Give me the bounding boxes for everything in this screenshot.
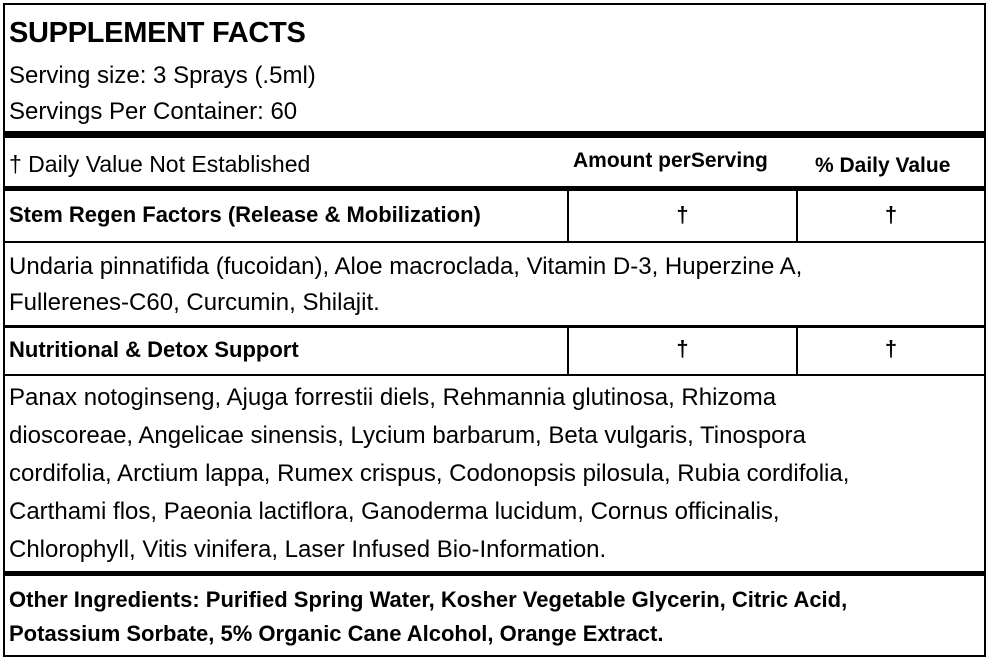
servings-per-container: Servings Per Container: 60	[9, 98, 298, 125]
section-amount-nutritional-detox: †	[676, 336, 689, 361]
amount-per-serving-header: Amount perServing	[573, 149, 768, 172]
thick-divider	[5, 571, 984, 576]
section-amount-stem-regen: †	[676, 202, 689, 227]
ingredient-line: Fullerenes-C60, Curcumin, Shilajit.	[9, 289, 380, 316]
section-name-stem-regen: Stem Regen Factors (Release & Mobilization)	[9, 202, 481, 227]
ingredient-line: Undaria pinnatifida (fucoidan), Aloe macroclada, Vitamin D-3, Huperzine A,	[9, 253, 803, 280]
daily-value-header: % Daily Value	[815, 154, 951, 177]
ingredient-line: dioscoreae, Angelicae sinensis, Lycium barbarum, Beta vulgaris, Tinospora	[9, 422, 806, 449]
section-dv-nutritional-detox: †	[884, 336, 898, 361]
section-name-nutritional-detox: Nutritional & Detox Support	[9, 337, 299, 362]
header-divider	[5, 186, 984, 191]
section-dv-stem-regen: †	[884, 202, 898, 227]
supplement-facts-label	[3, 3, 986, 657]
serving-size: Serving size: 3 Sprays (.5ml)	[9, 62, 316, 89]
other-ingredients-line: Other Ingredients: Purified Spring Water, Kosher Vegetable Glycerin, Citric Acid,	[9, 587, 848, 612]
row-divider	[5, 325, 984, 328]
ingredient-line: Chlorophyll, Vitis vinifera, Laser Infused Bio-Information.	[9, 536, 607, 563]
row-divider	[5, 374, 984, 376]
row-divider	[5, 241, 984, 243]
ingredient-line: Carthami flos, Paeonia lactiflora, Ganoderma lucidum, Cornus officinalis,	[9, 498, 780, 525]
thick-divider	[5, 131, 984, 138]
ingredient-line: cordifolia, Arctium lappa, Rumex crispus, Codonopsis pilosula, Rubia cordifolia,	[9, 460, 850, 487]
ingredient-line: Panax notoginseng, Ajuga forrestii diels, Rehmannia glutinosa, Rhizoma	[9, 384, 777, 411]
label-title: SUPPLEMENT FACTS	[9, 17, 306, 49]
daily-value-footnote: † Daily Value Not Established	[9, 151, 311, 177]
other-ingredients-line: Potassium Sorbate, 5% Organic Cane Alcohol, Orange Extract.	[9, 621, 664, 646]
